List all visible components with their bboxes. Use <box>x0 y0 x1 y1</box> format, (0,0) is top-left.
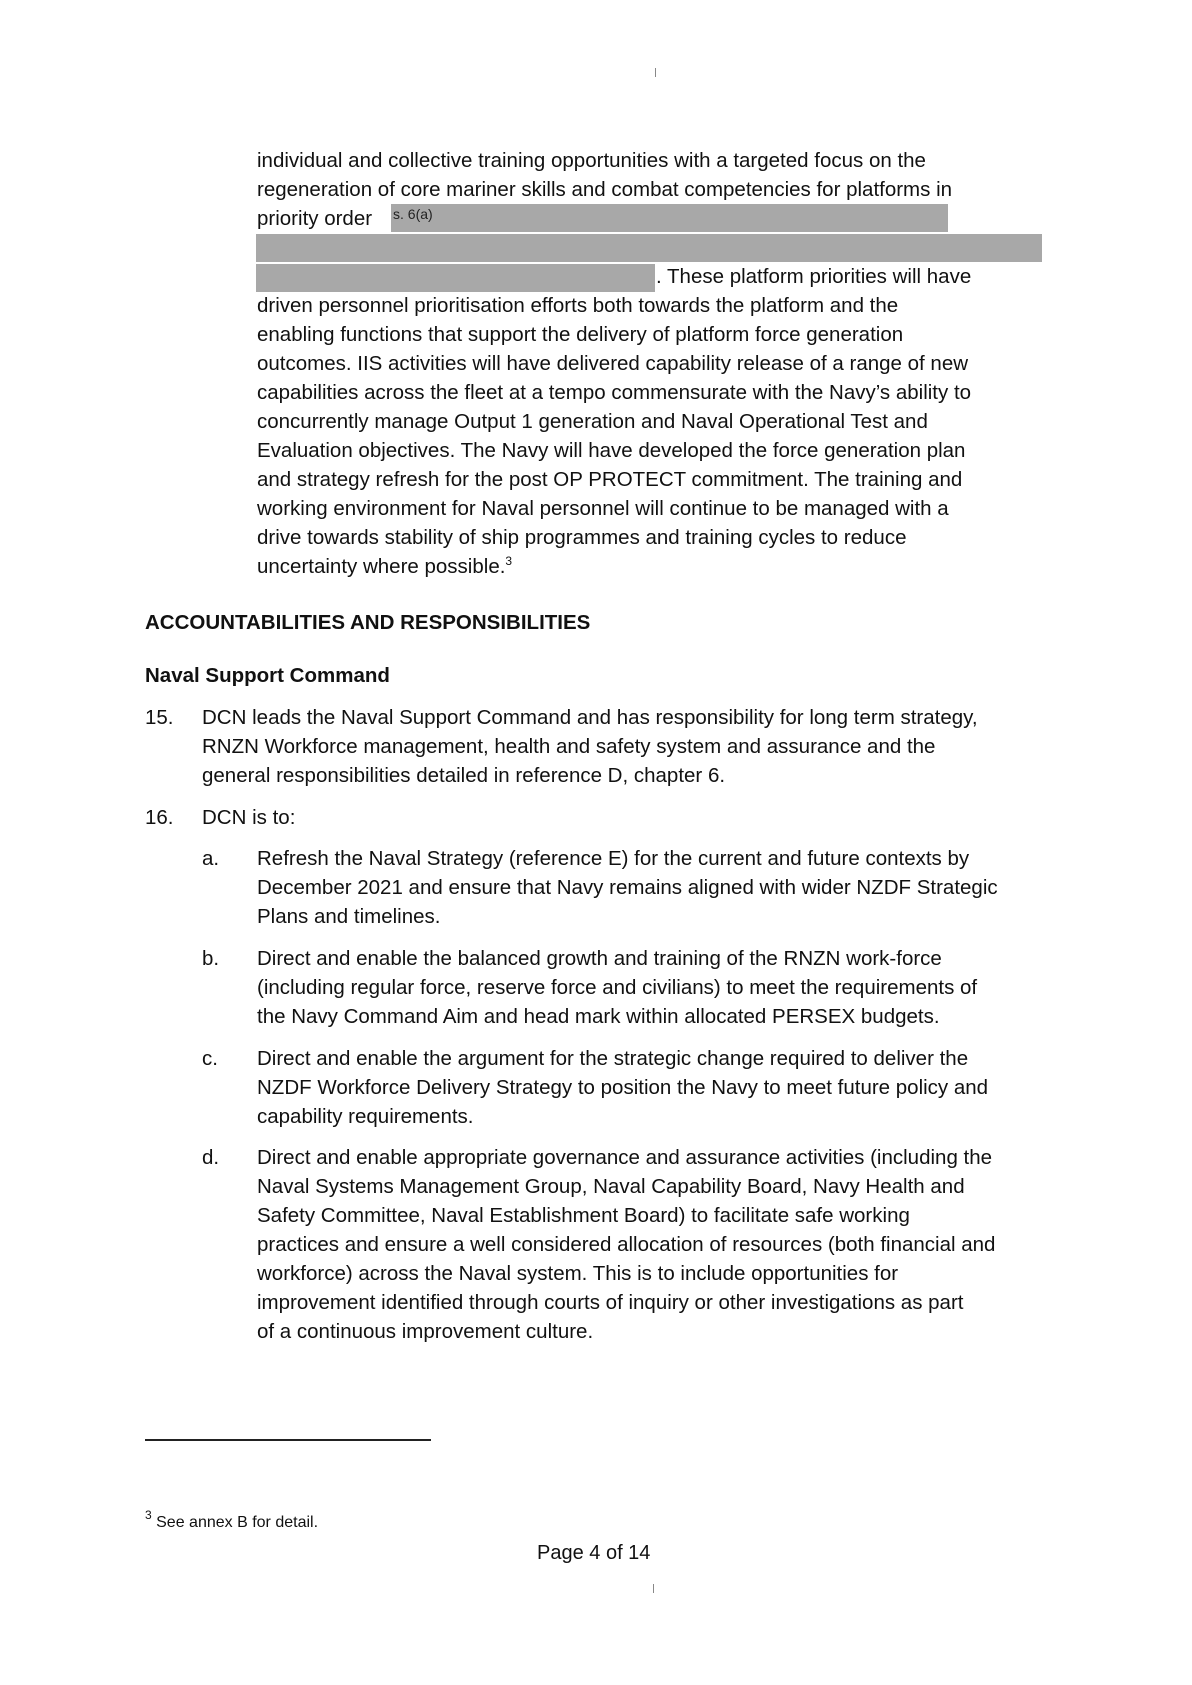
text-line: Refresh the Naval Strategy (reference E) for the current and future contexts by <box>257 847 970 870</box>
text-line: (including regular force, reserve force and civilians) to meet the requirements of <box>257 976 978 999</box>
text-line: DCN leads the Naval Support Command and has responsibility for long term strategy, <box>202 706 978 729</box>
text-line: Plans and timelines. <box>257 905 441 928</box>
text-line: and strategy refresh for the post OP PROTECT commitment. The training and <box>257 468 963 491</box>
text-line: drive towards stability of ship programmes and training cycles to reduce <box>257 526 907 549</box>
text-line: practices and ensure a well considered allocation of resources (both financial and <box>257 1233 996 1256</box>
text-line: individual and collective training opportunities with a targeted focus on the <box>257 149 926 172</box>
item-letter: b. <box>202 947 220 970</box>
text-line: enabling functions that support the delivery of platform force generation <box>257 323 904 346</box>
text-line: the Navy Command Aim and head mark within allocated PERSEX budgets. <box>257 1005 940 1028</box>
redaction-label: s. 6(a) <box>393 206 433 222</box>
item-letter: c. <box>202 1047 218 1070</box>
text-line: capability requirements. <box>257 1105 474 1128</box>
text-line: Direct and enable the argument for the strategic change required to deliver the <box>257 1047 969 1070</box>
scan-artifact <box>655 68 656 77</box>
text-line: driven personnel prioritisation efforts both towards the platform and the <box>257 294 899 317</box>
text-line: regeneration of core mariner skills and combat competencies for platforms in <box>257 178 953 201</box>
footnote-ref[interactable]: 3 <box>505 554 513 568</box>
paragraph-number: 16. <box>145 806 174 829</box>
text-line: working environment for Naval personnel will continue to be managed with a <box>257 497 949 520</box>
text-line: Evaluation objectives. The Navy will have developed the force generation plan <box>257 439 966 462</box>
section-heading: ACCOUNTABILITIES AND RESPONSIBILITIES <box>145 611 591 634</box>
text-line: improvement identified through courts of inquiry or other investigations as part <box>257 1291 964 1314</box>
text-line: NZDF Workforce Delivery Strategy to position the Navy to meet future policy and <box>257 1076 989 1099</box>
footnote <box>145 1508 319 1533</box>
item-letter: d. <box>202 1146 220 1169</box>
footnote-text: See annex B for detail. <box>151 1514 319 1531</box>
text-line: Direct and enable the balanced growth and training of the RNZN work-force <box>257 947 942 970</box>
text-line: outcomes. IIS activities will have delivered capability release of a range of new <box>257 352 969 375</box>
footnote-number: 3 <box>145 1508 152 1522</box>
text-line: . These platform priorities will have <box>656 265 972 288</box>
text-line-with-footnote <box>257 552 512 581</box>
paragraph-number: 15. <box>145 706 174 729</box>
text-line: Naval Systems Management Group, Naval Capability Board, Navy Health and <box>257 1175 965 1198</box>
text-line: Direct and enable appropriate governance and assurance activities (including the <box>257 1146 993 1169</box>
page-number: Page 4 of 14 <box>537 1542 651 1564</box>
text-line: priority order <box>257 207 373 230</box>
text-line: of a continuous improvement culture. <box>257 1320 594 1343</box>
scan-artifact <box>653 1584 654 1593</box>
redaction-block <box>256 264 655 292</box>
text-line: capabilities across the fleet at a tempo commensurate with the Navy’s ability to <box>257 381 972 404</box>
text-line: general responsibilities detailed in reference D, chapter 6. <box>202 764 726 787</box>
text-line: concurrently manage Output 1 generation and Naval Operational Test and <box>257 410 928 433</box>
footnote-separator <box>145 1439 431 1441</box>
text-line: RNZN Workforce management, health and safety system and assurance and the <box>202 735 936 758</box>
text-line: workforce) across the Naval system. This is to include opportunities for <box>257 1262 899 1285</box>
text: uncertainty where possible. <box>257 555 506 578</box>
redaction-block <box>391 204 948 232</box>
text-line: DCN is to: <box>202 806 296 829</box>
text-line: December 2021 and ensure that Navy remains aligned with wider NZDF Strategic <box>257 876 998 899</box>
subsection-heading: Naval Support Command <box>145 664 390 687</box>
text-line: Safety Committee, Naval Establishment Board) to facilitate safe working <box>257 1204 910 1227</box>
item-letter: a. <box>202 847 220 870</box>
redaction-block <box>256 234 1042 262</box>
